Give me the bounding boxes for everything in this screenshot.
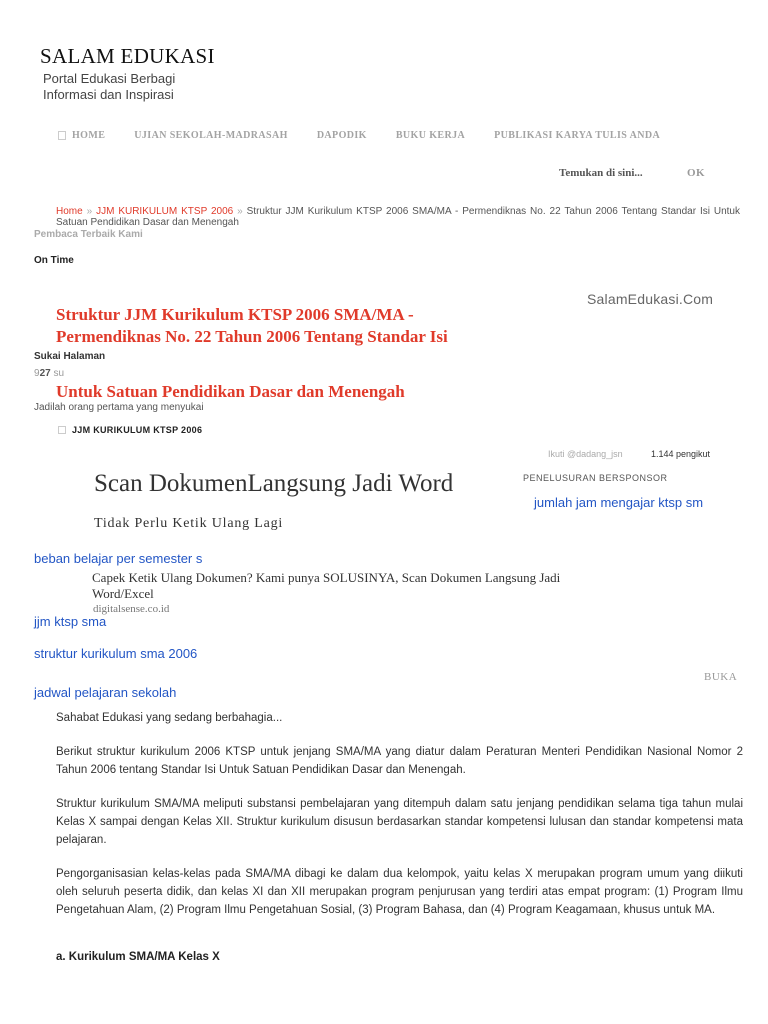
related-search-link[interactable]: jadwal pelajaran sekolah [34,685,177,700]
twitter-follower-count: 1.144 pengikut [651,449,711,459]
related-search-link[interactable]: struktur kurikulum sma 2006 [34,646,198,661]
site-tagline: Portal Edukasi Berbagi Informasi dan Inspirasi [43,71,176,102]
site-title[interactable]: SALAM EDUKASI [40,44,215,68]
related-search-link[interactable]: jjm ktsp sma [34,614,107,629]
home-icon [58,131,66,140]
ad-description: Capek Ketik Ulang Dokumen? Kami punya SOLUSINYA, Scan Dokumen Langsung Jadi Word/Excel [92,570,561,601]
breadcrumb [56,206,740,228]
nav-item-home[interactable] [58,130,105,141]
article-paragraph: Struktur kurikulum SMA/MA meliputi substansi pembelajaran yang ditempuh dalam satu jenjang pendidikan selama tiga tahun mulai Kelas X sampai dengan Kelas XII. Struktur kurikulum disusun berdasarkan standar kompetensi lulusan dan standar kompetensi mata pelajaran. [56,798,743,846]
ad-headline[interactable]: Scan DokumenLangsung Jadi Word [94,470,454,497]
post-title-line-3: Untuk Satuan Pendidikan Dasar dan Menengah [56,382,405,401]
tag-icon [58,426,66,434]
post-title-line-1: Struktur JJM Kurikulum KTSP 2006 SMA/MA - [56,305,414,324]
like-count-bold: 27 [39,368,51,379]
breadcrumb-current: Struktur JJM Kurikulum KTSP 2006 SMA/MA - Permendiknas No. 22 Tahun 2006 Tentang Standar Isi Untuk Satuan Pendidikan Dasar dan Menengah [56,206,740,228]
ad-open-button[interactable]: BUKA [704,671,738,683]
nav-item-buku-kerja[interactable]: BUKU KERJA [395,130,466,141]
post-category[interactable] [58,425,202,435]
search-ok-button[interactable]: OK [687,167,706,179]
ad-subheadline: Tidak Perlu Ketik Ulang Lagi [94,516,284,531]
twitter-follow-button[interactable]: Ikuti @dadang_jsn [548,449,623,459]
breadcrumb-category-link[interactable]: JJM KURIKULUM KTSP 2006 [96,206,234,217]
article-subheading: a. Kurikulum SMA/MA Kelas X [56,951,220,963]
search-input[interactable]: Temukan di sini... [559,167,643,179]
salam-edukasi-logo[interactable]: SalamEdukasi.Com [587,291,714,307]
nav-item-ujian[interactable]: UJIAN SEKOLAH-MADRASAH [134,130,288,141]
article-paragraph: Berikut struktur kurikulum 2006 KTSP untuk jenjang SMA/MA yang diatur dalam Peraturan Menteri Pendidikan Nasional Nomor 2 Tahun 2006 tentang Standar Isi Untuk Satuan Pendidikan Dasar dan Menengah. [56,746,743,776]
like-count-prefix: 9 [34,368,40,379]
nav-item-dapodik[interactable]: DAPODIK [316,130,367,141]
like-first-text: Jadilah orang pertama yang menyukai [34,402,204,413]
nav-item-publikasi[interactable]: PUBLIKASI KARYA TULIS ANDA [494,130,661,141]
article-paragraph: Sahabat Edukasi yang sedang berbahagia... [56,712,283,724]
ontime-label: On Time [34,255,74,266]
like-count-suffix: su [50,368,65,379]
post-category-label: JJM KURIKULUM KTSP 2006 [72,425,203,435]
main-nav [58,130,689,141]
like-page-label[interactable]: Sukai Halaman [34,351,106,362]
post-title-line-2: Permendiknas No. 22 Tahun 2006 Tentang Standar Isi [56,327,448,346]
breadcrumb-home-link[interactable]: Home [56,206,83,217]
ad-domain[interactable]: digitalsense.co.id [93,603,170,615]
article-paragraph: Pengorganisasian kelas-kelas pada SMA/MA dibagi ke dalam dua kelompok, yaitu kelas X merupakan program umum yang diikuti oleh seluruh peserta didik, dan kelas XI dan XII merupakan program penjurusan yang terdiri atas empat program: (1) Program Ilmu Pengetahuan Alam, (2) Program Ilmu Pengetahuan Sosial, (3) Program Bahasa, dan (4) Program Keagamaan, khusus untuk MA. [56,868,743,916]
breadcrumb-separator: » [233,206,247,217]
breadcrumb-separator: » [82,206,97,217]
like-count [34,368,64,379]
related-search-link[interactable]: jumlah jam mengajar ktsp sm [534,495,704,510]
nav-item-home-label: HOME [72,130,106,141]
sponsored-search-label: PENELUSURAN BERSPONSOR [523,473,668,483]
related-search-link[interactable]: beban belajar per semester s [34,551,203,566]
readers-widget-title: Pembaca Terbaik Kami [34,229,143,240]
